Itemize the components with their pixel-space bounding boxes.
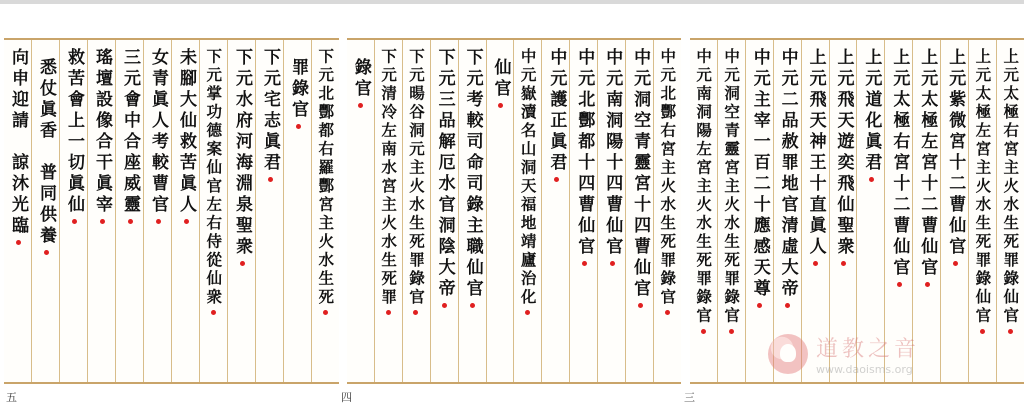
scripture-line: 下元宅志眞君: [261, 48, 278, 382]
punctuation-dot: [470, 303, 475, 308]
column-group: [4, 40, 339, 382]
scripture-column: [4, 40, 31, 382]
page-number-middle: 四: [341, 391, 352, 404]
scripture-line: 中元北酆都十四曹仙官: [575, 48, 592, 382]
punctuation-dot: [184, 219, 189, 224]
column-group: [347, 40, 681, 382]
scripture-line: 女青眞人考較曹官: [149, 48, 166, 382]
scripture-column: [597, 40, 625, 382]
scripture-line: 上元太極左宮十二曹仙官: [918, 48, 935, 382]
scripture-line: 上元太極右宮十二曹仙官: [890, 48, 907, 382]
punctuation-dot: [156, 219, 161, 224]
scripture-column: [486, 40, 514, 382]
punctuation-dot: [358, 103, 363, 108]
punctuation-dot: [953, 261, 958, 266]
scripture-column: [653, 40, 681, 382]
punctuation-dot: [296, 124, 301, 129]
scripture-column: [513, 40, 541, 382]
punctuation-dot: [240, 261, 245, 266]
scripture-column: [143, 40, 171, 382]
scripture-line: 中元北酆右宮主火水生死罪錄官: [660, 48, 676, 382]
scripture-column: [625, 40, 653, 382]
scripture-column: [311, 40, 339, 382]
page-number-left: 五: [6, 391, 17, 404]
scripture-line: 下元暘谷洞元主火水生死罪錄官: [408, 48, 424, 382]
scripture-line: 中元護正眞君: [547, 48, 564, 382]
scripture-column: [115, 40, 143, 382]
scripture-line: 下元水府河海淵泉聖衆: [233, 48, 250, 382]
scripture-line: 中元嶽瀆名山洞天福地靖廬治化: [520, 48, 536, 382]
scripture-column: [541, 40, 569, 382]
punctuation-dot: [757, 303, 762, 308]
watermark: [768, 328, 1018, 380]
watermark-title: 道教之音: [816, 337, 921, 362]
scripture-line: 下元三品解厄水官洞陰大帝: [436, 48, 453, 382]
punctuation-dot: [701, 329, 706, 334]
scripture-line: 中元洞空青靈宮十四曹仙官: [631, 48, 648, 382]
punctuation-dot: [442, 303, 447, 308]
scripture-column: [717, 40, 745, 382]
scripture-line: 三元會中合座威靈: [121, 48, 138, 382]
scripture-line: 救苦會上一切眞仙: [65, 48, 82, 382]
punctuation-dot: [525, 310, 530, 315]
scripture-column: [402, 40, 430, 382]
scripture-line: 中元南洞陽十四曹仙官: [603, 48, 620, 382]
punctuation-dot: [211, 310, 216, 315]
punctuation-dot: [386, 310, 391, 315]
watermark-url: www.daoisms.org: [816, 363, 913, 376]
punctuation-dot: [729, 329, 734, 334]
scripture-column: [690, 40, 717, 382]
punctuation-dot: [582, 261, 587, 266]
scripture-column: [458, 40, 486, 382]
punctuation-dot: [897, 282, 902, 287]
punctuation-dot: [323, 310, 328, 315]
scripture-line: 上元太極右宮主火水生死罪錄仙官: [1003, 48, 1019, 382]
watermark-text: [816, 332, 920, 376]
scripture-line: 向申迎請 諒沐光臨: [9, 48, 26, 382]
scripture-line: 下元考較司命司錄主職仙官: [464, 48, 481, 382]
page-number-right: 三: [684, 391, 695, 404]
scripture-line: 仙官: [492, 58, 509, 382]
punctuation-dot: [128, 219, 133, 224]
top-divider: [0, 0, 1024, 4]
scripture-column: [227, 40, 255, 382]
scripture-line: 上元太極左宮主火水生死罪錄仙官: [975, 48, 991, 382]
punctuation-dot: [869, 177, 874, 182]
scripture-column: [199, 40, 227, 382]
punctuation-dot: [413, 310, 418, 315]
scripture-column: [569, 40, 597, 382]
scripture-line: 中元二品赦罪地官清虛大帝: [779, 48, 796, 382]
punctuation-dot: [72, 219, 77, 224]
punctuation-dot: [16, 240, 21, 245]
scripture-line: 上元道化眞君: [862, 48, 879, 382]
punctuation-dot: [785, 303, 790, 308]
scripture-line: 下元掌功德案仙官左右侍從仙衆: [206, 48, 222, 382]
punctuation-dot: [638, 303, 643, 308]
punctuation-dot: [925, 282, 930, 287]
scripture-line: 錄官: [352, 58, 369, 382]
scripture-line: 上元紫微宮十二曹仙官: [946, 48, 963, 382]
scripture-page-middle: [347, 38, 681, 384]
scripture-column: [347, 40, 374, 382]
scripture-column: [171, 40, 199, 382]
taiji-logo-icon: [768, 334, 808, 374]
scripture-line: 上元飛天神王十直眞人: [807, 48, 824, 382]
punctuation-dot: [665, 310, 670, 315]
scripture-column: [255, 40, 283, 382]
scripture-line: 上元飛天遊奕飛仙聖衆: [835, 48, 852, 382]
scripture-column: [430, 40, 458, 382]
scripture-column: [374, 40, 402, 382]
scripture-column: [283, 40, 311, 382]
scripture-line: 下元清冷左南水宮主火水生死罪: [381, 48, 397, 382]
punctuation-dot: [610, 261, 615, 266]
punctuation-dot: [841, 261, 846, 266]
scripture-line: 中元南洞陽左宮主火水生死罪錄官: [696, 48, 712, 382]
scripture-column: [87, 40, 115, 382]
scripture-column: [59, 40, 87, 382]
punctuation-dot: [554, 177, 559, 182]
punctuation-dot: [100, 219, 105, 224]
scripture-line: 下元北酆都右羅酆宮主火水生死: [318, 48, 334, 382]
scripture-line: 中元洞空青靈宮主火水生死罪錄官: [724, 48, 740, 382]
scripture-column: [31, 40, 59, 382]
punctuation-dot: [813, 261, 818, 266]
scripture-line: 未腳大仙救苦眞人: [177, 48, 194, 382]
punctuation-dot: [44, 250, 49, 255]
punctuation-dot: [268, 177, 273, 182]
scripture-line: 瑤壇設像合干眞宰: [93, 48, 110, 382]
scripture-line: 中元主宰一百二十應感天尊: [751, 48, 768, 382]
punctuation-dot: [498, 103, 503, 108]
scripture-line: 悉仗眞香 普同供養: [37, 58, 54, 382]
scripture-page-left: [4, 38, 339, 384]
scripture-line: 罪錄官: [289, 58, 306, 382]
